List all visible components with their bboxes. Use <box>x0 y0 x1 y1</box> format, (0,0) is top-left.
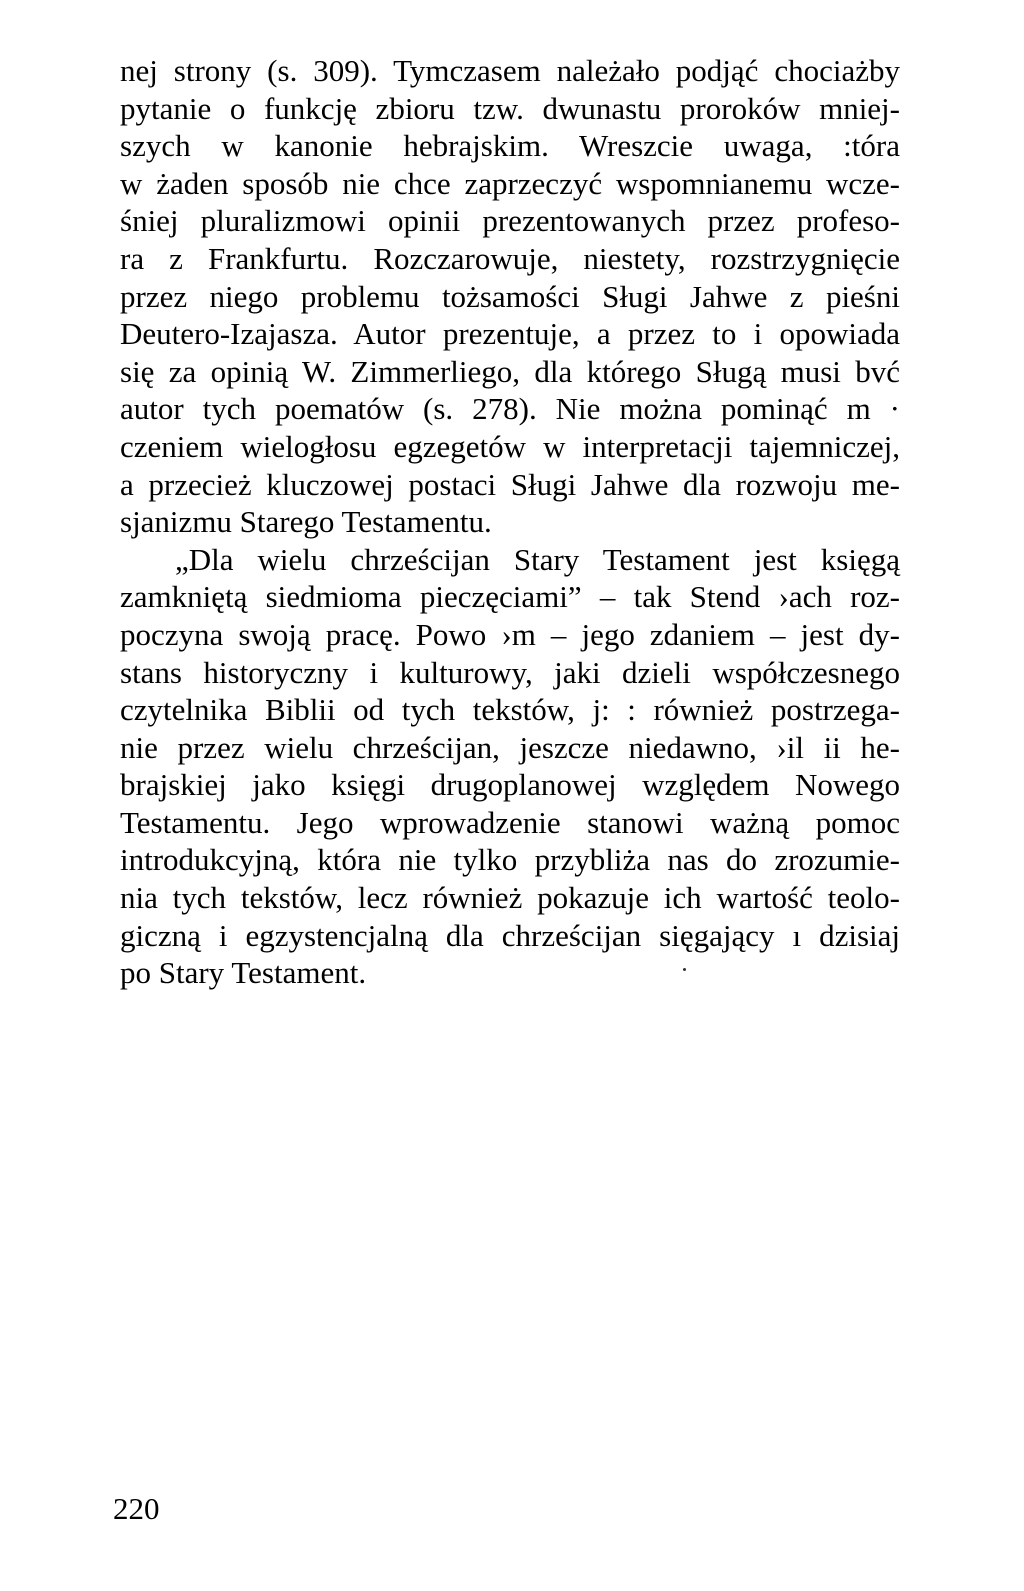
text-line: ra z Frankfurtu. Rozczarowuje, niestety, rozstrzygnięcie <box>120 240 900 276</box>
page-number: 220 <box>113 1491 160 1526</box>
text-line: poczyna swoją pracę. Powo ›m – jego zdaniem – jest dy- <box>120 616 900 652</box>
text-line: giczną i egzystencjalną dla chrześcijan sięgający ı dzisiaj <box>120 917 900 953</box>
text-line: w żaden sposób nie chce zaprzeczyć wspomnianemu wcze- <box>120 165 900 201</box>
text-line: brajskiej jako księgi drugoplanowej względem Nowego <box>120 767 900 803</box>
print-speck <box>683 968 686 971</box>
text-line: przez niego problemu tożsamości Sługi Jahwe z pieśni <box>120 278 900 314</box>
text-line: nia tych tekstów, lecz również pokazuje ich wartość teolo- <box>120 880 900 916</box>
text-line: Deutero-Izajasza. Autor prezentuje, a przez to i opowiada <box>120 316 900 352</box>
text-line: czytelnika Biblii od tych tekstów, j: : również postrzega- <box>120 692 900 728</box>
text-line: Testamentu. Jego wprowadzenie stanowi ważną pomoc <box>120 804 900 840</box>
text-line: śniej pluralizmowi opinii prezentowanych przez profeso- <box>120 203 900 239</box>
paragraph-1 <box>120 52 900 541</box>
text-line: stans historyczny i kulturowy, jaki dzieli współczesnego <box>120 654 900 690</box>
text-line: autor tych poematów (s. 278). Nie można pominąć m · <box>120 391 900 427</box>
text-line: nej strony (s. 309). Tymczasem należało podjąć chociażby <box>120 53 900 88</box>
text-line: „Dla wielu chrześcijan Stary Testament jest księgą <box>175 541 900 577</box>
text-line: zamkniętą siedmioma pieczęciami” – tak Stend ›ach roz- <box>120 579 900 615</box>
text-line: nie przez wielu chrześcijan, jeszcze niedawno, ›il ii he- <box>120 729 900 765</box>
text-line: sjanizmu Starego Testamentu. <box>120 504 492 540</box>
text-line: szych w kanonie hebrajskim. Wreszcie uwaga, :tóra <box>120 128 900 164</box>
text-line: się za opinią W. Zimmerliego, dla którego Sługą musi bvć <box>120 353 900 389</box>
text-line: po Stary Testament. <box>120 955 367 991</box>
text-line: czeniem wielogłosu egzegetów w interpretacji tajemniczej, <box>120 428 900 464</box>
text-line: introdukcyjną, która nie tylko przybliża nas do zrozumie- <box>120 842 900 878</box>
text-line: a przecież kluczowej postaci Sługi Jahwe dla rozwoju me- <box>120 466 900 502</box>
paragraph-2 <box>120 541 900 992</box>
text-line: pytanie o funkcję zbioru tzw. dwunastu proroków mniej- <box>120 90 900 126</box>
document-body <box>120 52 900 992</box>
